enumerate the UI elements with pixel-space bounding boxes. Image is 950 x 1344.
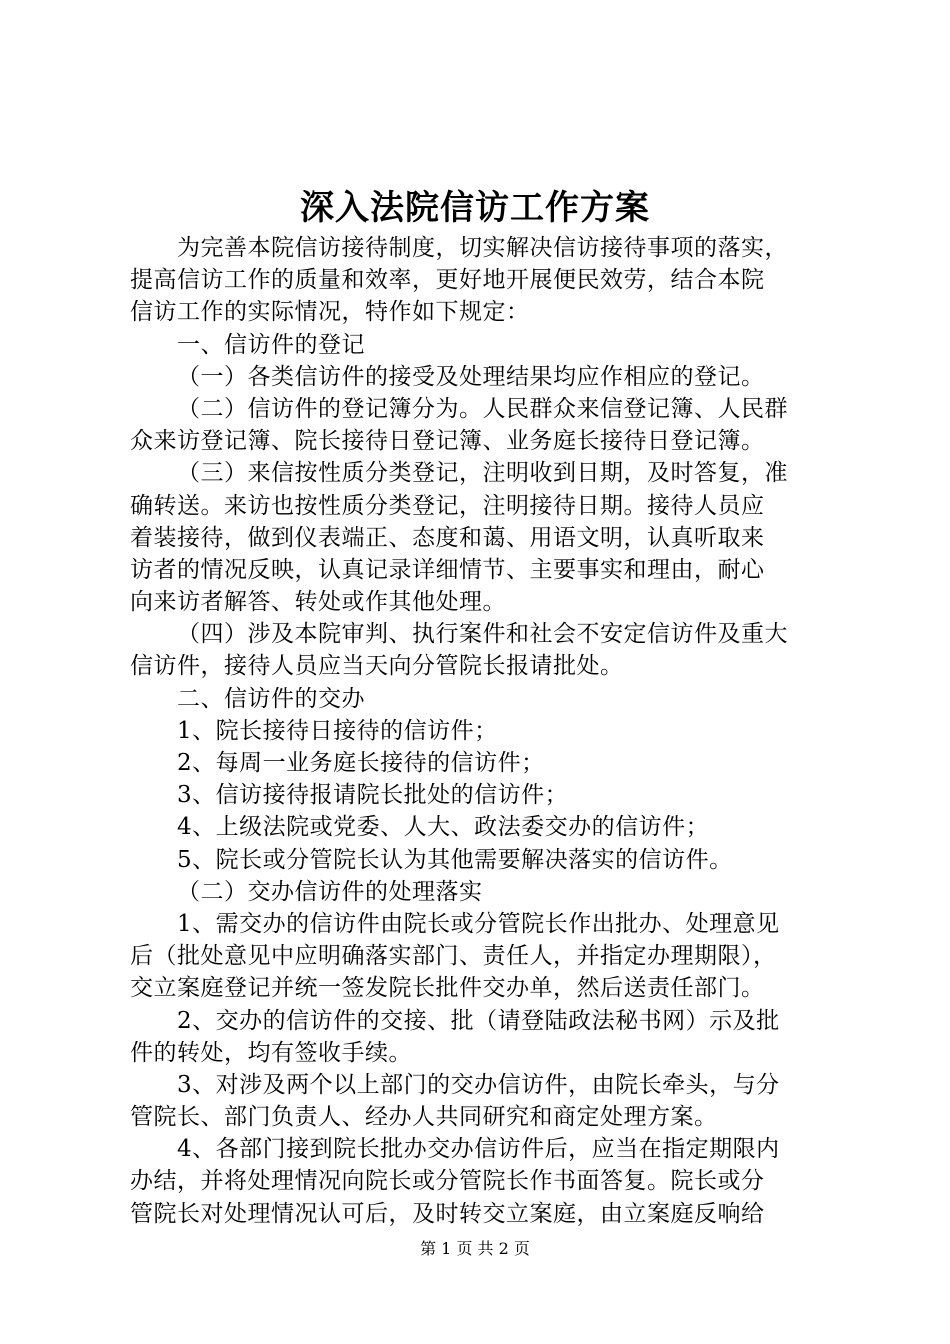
paragraph-line: 办结，并将处理情况向院长或分管院长作书面答复。院长或分 — [130, 1168, 765, 1195]
paragraph-line: 访者的情况反映，认真记录详细情节、主要事实和理由，耐心 — [130, 556, 765, 583]
page-number-footer: 第 1 页 共 2 页 — [420, 1239, 530, 1258]
subsection-heading: （二）交办信访件的处理落实 — [177, 878, 483, 905]
paragraph-line: 提高信访工作的质量和效率，更好地开展便民效劳，结合本院 — [130, 267, 765, 294]
paragraph-line: （一）各类信访件的接受及处理结果均应作相应的登记。 — [177, 363, 765, 390]
paragraph-line: 着装接待，做到仪表端正、态度和蔼、用语文明，认真听取来 — [130, 524, 765, 551]
paragraph-line: 件的转处，均有签收手续。 — [130, 1039, 412, 1066]
paragraph-line: 管院长对处理情况认可后，及时转交立案庭，由立案庭反响给 — [130, 1200, 765, 1227]
paragraph-line: 确转送。来访也按性质分类登记，注明接待日期。接待人员应 — [130, 492, 765, 519]
list-item: 3、信访接待报请院长批处的信访件； — [177, 782, 569, 809]
paragraph-line: 众来访登记簿、院长接待日登记簿、业务庭长接待日登记簿。 — [130, 428, 765, 455]
list-item: 1、院长接待日接待的信访件； — [177, 717, 498, 744]
paragraph-line: 信访件，接待人员应当天向分管院长报请批处。 — [130, 653, 624, 680]
paragraph-line: 信访工作的实际情况，特作如下规定： — [130, 299, 530, 326]
list-item: 2、每周一业务庭长接待的信访件； — [177, 750, 545, 776]
section-heading: 二、信访件的交办 — [177, 685, 365, 712]
document-body — [130, 232, 840, 1230]
paragraph-line: 交立案庭登记并统一签发院长批件交办单，然后送责任部门。 — [130, 975, 765, 1002]
paragraph-line: 3、对涉及两个以上部门的交办信访件，由院长牵头，与分 — [177, 1071, 780, 1098]
paragraph-line: （四）涉及本院审判、执行案件和社会不安定信访件及重大 — [177, 621, 788, 648]
document-title: 深入法院信访工作方案 — [300, 188, 650, 228]
section-heading: 一、信访件的登记 — [177, 331, 365, 358]
list-item: 5、院长或分管院长认为其他需要解决落实的信访件。 — [177, 846, 733, 873]
paragraph-line: 4、各部门接到院长批办交办信访件后，应当在指定期限内 — [177, 1136, 780, 1163]
list-item: 4、上级法院或党委、人大、政法委交办的信访件； — [177, 814, 710, 841]
paragraph-line: 管院长、部门负责人、经办人共同研究和商定处理方案。 — [130, 1104, 718, 1131]
paragraph-line: 为完善本院信访接待制度，切实解决信访接待事项的落实， — [177, 235, 788, 261]
paragraph-line: 1、需交办的信访件由院长或分管院长作出批办、处理意见 — [177, 910, 780, 937]
paragraph-line: 后（批处意见中应明确落实部门、责任人，并指定办理期限）， — [130, 943, 777, 970]
paragraph-line: （三）来信按性质分类登记，注明收到日期，及时答复，准 — [177, 460, 788, 487]
paragraph-line: （二）信访件的登记簿分为。人民群众来信登记簿、人民群 — [177, 395, 788, 422]
paragraph-line: 2、交办的信访件的交接、批（请登陆政法秘书网）示及批 — [177, 1007, 780, 1034]
paragraph-line: 向来访者解答、转处或作其他处理。 — [130, 589, 506, 616]
